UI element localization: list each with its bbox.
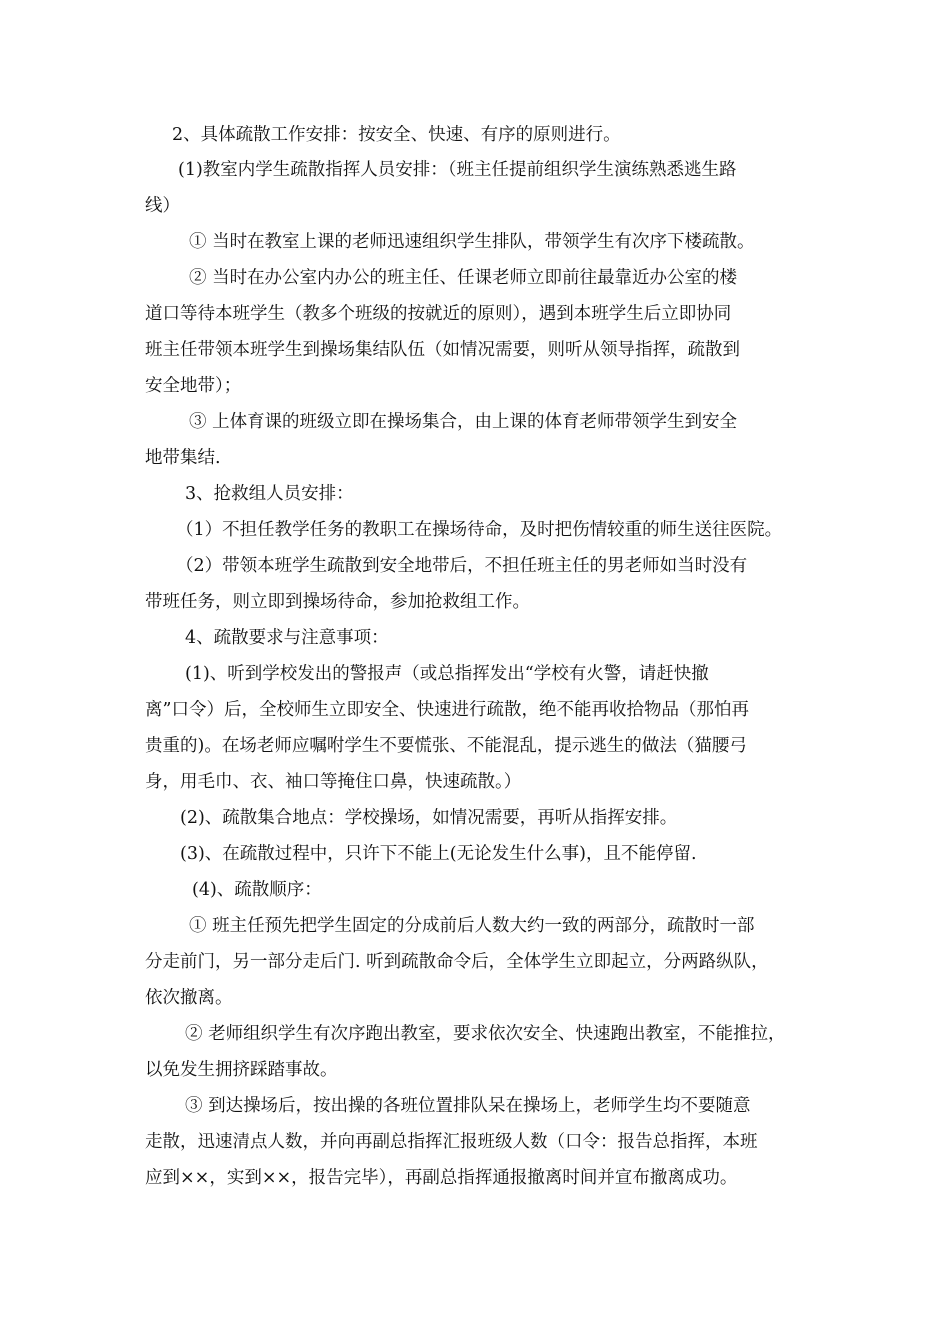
paragraph-line: ① 当时在教室上课的老师迅速组织学生排队，带领学生有次序下楼疏散。 — [189, 232, 755, 252]
paragraph-line: (1)教室内学生疏散指挥人员安排：（班主任提前组织学生演练熟悉逃生路 — [178, 160, 737, 180]
paragraph-line: 安全地带）； — [145, 376, 242, 396]
section-heading-2: 2、具体疏散工作安排：按安全、快速、有序的原则进行。 — [172, 125, 621, 145]
paragraph-line: 班主任带领本班学生到操场集结队伍（如情况需要，则听从领导指挥，疏散到 — [145, 340, 740, 360]
paragraph-line: 离”口令）后，全校师生立即安全、快速进行疏散，绝不能再收拾物品（那怕再 — [145, 700, 749, 720]
paragraph-line: ③ 到达操场后，按出操的各班位置排队呆在操场上，老师学生均不要随意 — [185, 1096, 751, 1116]
paragraph-line: 线） — [145, 196, 180, 216]
paragraph-line: ② 老师组织学生有次序跑出教室，要求依次安全、快速跑出教室，不能推拉， — [185, 1024, 786, 1044]
paragraph-line: 以免发生拥挤踩踏事故。 — [145, 1060, 338, 1080]
paragraph-line: ③ 上体育课的班级立即在操场集合，由上课的体育老师带领学生到安全 — [189, 412, 738, 432]
paragraph-line: 地带集结. — [145, 448, 221, 468]
paragraph-line: 应到××，实到××，报告完毕），再副总指挥通报撤离时间并宣布撤离成功。 — [145, 1168, 738, 1188]
paragraph-line: (1)、听到学校发出的警报声（或总指挥发出“学校有火警，请赶快撤 — [185, 664, 709, 684]
paragraph-line: 贵重的)。在场老师应嘱咐学生不要慌张、不能混乱，提示逃生的做法（猫腰弓 — [145, 736, 747, 756]
paragraph-line: (4)、疏散顺序： — [192, 880, 322, 900]
paragraph-line: (3)、在疏散过程中，只许下不能上(无论发生什么事)，且不能停留. — [180, 844, 697, 864]
section-heading-4: 4、疏散要求与注意事项： — [185, 628, 389, 648]
paragraph-line: 带班任务，则立即到操场待命，参加抢救组工作。 — [145, 592, 530, 612]
paragraph-line: 分走前门，另一部分走后门. 听到疏散命令后，全体学生立即起立，分两路纵队， — [145, 952, 769, 972]
section-heading-3: 3、抢救组人员安排： — [185, 484, 354, 504]
paragraph-line: ① 班主任预先把学生固定的分成前后人数大约一致的两部分，疏散时一部 — [189, 916, 755, 936]
paragraph-line: 依次撤离。 — [145, 988, 233, 1008]
paragraph-line: （2）带领本班学生疏散到安全地带后，不担任班主任的男老师如当时没有 — [176, 556, 748, 576]
paragraph-line: ② 当时在办公室内办公的班主任、任课老师立即前往最靠近办公室的楼 — [189, 268, 738, 288]
paragraph-line: 身，用毛巾、衣、袖口等掩住口鼻，快速疏散。） — [145, 772, 522, 792]
paragraph-line: 走散，迅速清点人数，并向再副总指挥汇报班级人数（口令：报告总指挥，本班 — [145, 1132, 758, 1152]
paragraph-line: （1）不担任教学任务的教职工在操场待命，及时把伤情较重的师生送往医院。 — [176, 520, 783, 540]
paragraph-line: (2)、疏散集合地点：学校操场，如情况需要，再听从指挥安排。 — [180, 808, 678, 828]
paragraph-line: 道口等待本班学生（教多个班级的按就近的原则），遇到本班学生后立即协同 — [145, 304, 732, 324]
